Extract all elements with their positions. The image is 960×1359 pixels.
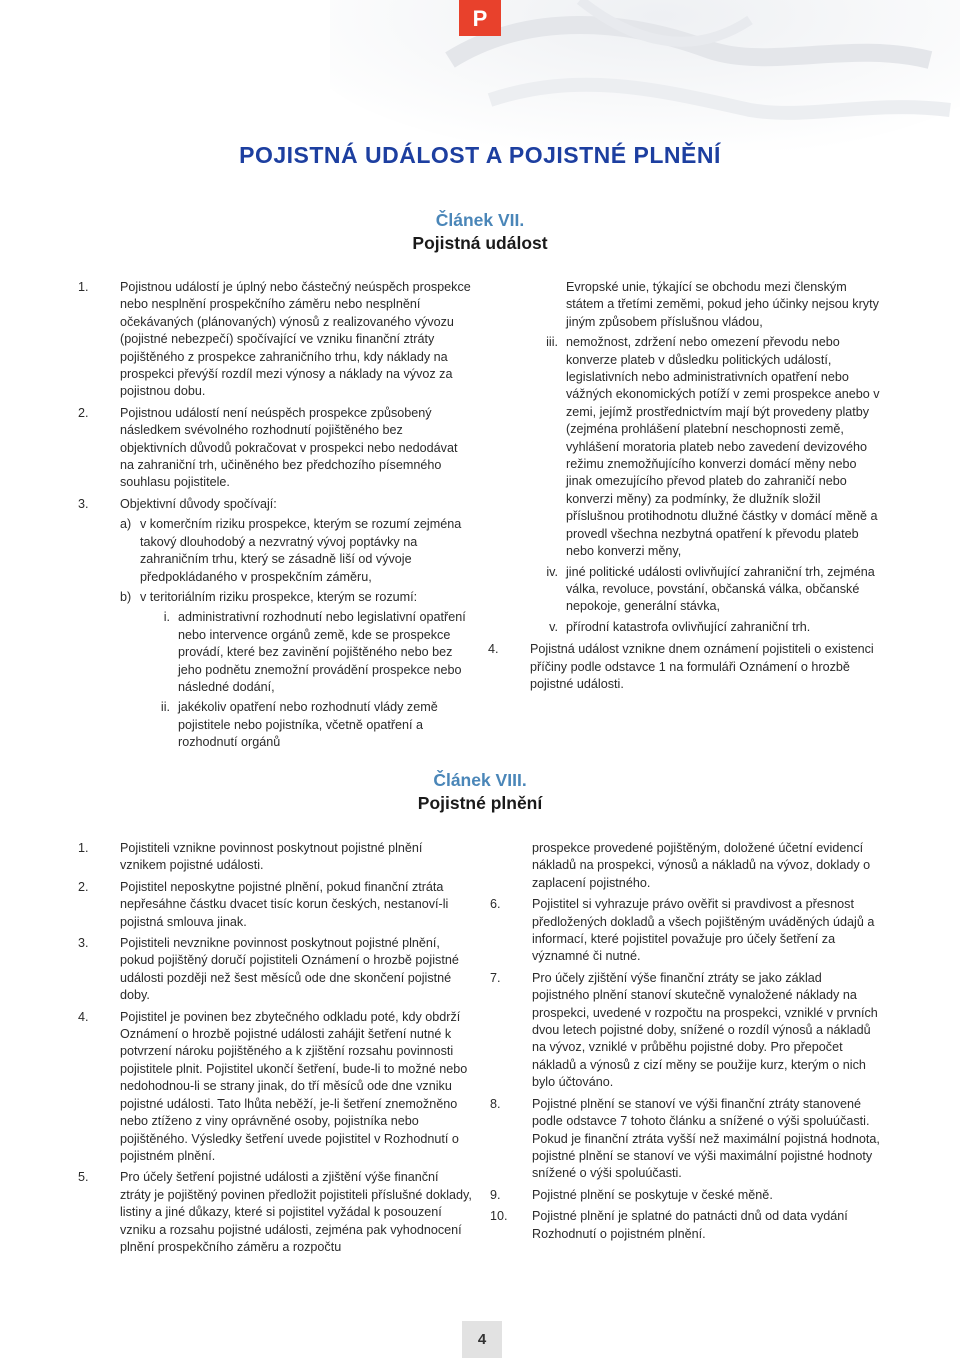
list-item: 4. Pojistitel je povinen bez zbytečného odkladu poté, kdy obdrží Oznámení o hrozbě pojistné události zahájit šetření nutné k potvrzení nároku pojištěného a k zjištění rozsahu povinnosti pojistitele plnit. Pojistitel ukončí šetření, bude-li to možné nebo nedohodnou-li se strany jinak, do tří měsíců ode dne vzniku pojistné události. Tato lhůta neběží, je-li šetření znemožněno nebo ztíženo z viny oprávněné osoby, pojistníka nebo pojištěného. Výsledky šetření uvede pojistitel v Rozhodnutí o pojistném plnění. xyxy=(78,1009,468,1163)
roman-item: v. přírodní katastrofa ovlivňující zahraniční trh. xyxy=(549,619,811,634)
page-number: 4 xyxy=(462,1321,502,1358)
sub-item: a) v komerčním riziku prospekce, kterým se rozumí zejména takový dlouhodobý a nezvratný vývoj poptávky na zahraničním trhu, který se zásadně liší od vývoje předpokládaného v prospekčním záměru, xyxy=(120,517,462,584)
roman-item: ii. jakékoliv opatření nebo rozhodnutí vlády země pojistitele nebo pojistníka, včetně opatření a rozhodnutí orgánů xyxy=(160,700,438,750)
article7-number: Článek VII. xyxy=(435,210,525,230)
article7-right-column xyxy=(488,279,882,697)
list-item: 7. Pro účely zjištění výše finanční ztráty se jako základ pojistného plnění stanoví skutečně vynaložené náklady na prospekci, uvedené v rozpočtu na prospekci, vzniklé v prvních dvou letech pojistné doby, snížené o rozdíl výnosů a nákladů na vývoz, vzniklé v průběhu pojistné doby. Pro přepočet nákladů a výnosů z cizí měny se použije kurz, kterým o nich bylo účtováno. xyxy=(490,970,878,1090)
list-item: 1. Pojistiteli vznikne povinnost poskytnout pojistné plnění vznikem pojistné události. xyxy=(78,841,423,873)
article8-name: Pojistné plnění xyxy=(417,793,543,813)
list-item: 2. Pojistnou událostí není neúspěch prospekce způsobený následkem svévolného rozhodnutí pojištěného bez objektivních důvodů pokračovat v prospekci nebo nedodávat na zahraniční trh, učiněného bez předchozího písemného souhlasu pojistitele. xyxy=(78,405,458,490)
article8-left-column xyxy=(78,840,472,1260)
brand-logo: P xyxy=(459,0,501,36)
list-item: 1. Pojistnou událostí je úplný nebo částečný neúspěch prospekce nebo nesplnění prospekčního záměru nebo nesplnění očekávaných (plánovaných) výnosů z realizovaného vývozu (pojistné nebezpečí) spočívající ve vzniku finanční ztráty pojištěného z prospekce zahraničního trhu, kdy náklady na prospekci převýší rozdíl mezi výnosy a náklady na vývoz za pojistnou dobu. xyxy=(78,280,471,399)
roman-item: Evropské unie, týkající se obchodu mezi členským státem a třetími zeměmi, pokud jeho účinky nejsou kryty jiným způsobem příslušnou vládou, xyxy=(566,280,879,329)
roman-item: i. administrativní rozhodnutí nebo legislativní opatření nebo intervence orgánů země, kde se prospekce provádí, které bez zavinění pojištěného nebo bez jeho podnětu znemožní provádění prospekce nebo následné dodání, xyxy=(163,610,466,694)
page-title: POJISTNÁ UDÁLOST A POJISTNÉ PLNĚNÍ xyxy=(239,142,721,168)
list-item: 2. Pojistitel neposkytne pojistné plnění, pokud finanční ztráta nepřesáhne částku dvacet tisíc korun českých, nestanoví-li pojistná smlouva jinak. xyxy=(78,879,449,929)
list-item: 3. Objektivní důvody spočívají: a) v komerčním riziku prospekce, kterým se rozumí zejména takový dlouhodobý a nezvratný vývoj poptávky na zahraničním trhu, který se zásadně liší od vývoje předpokládaného v prospekčním záměru, b) v teritoriálním riziku prospekce, kterým se rozumí: i. administrativní rozhodnutí nebo legislativní opatření nebo intervence orgánů země, kde se prospekce provádí, které bez zavinění pojištěného nebo bez jeho podnětu znemožní provádění prospekce nebo následné dodání, ii. jakékoliv opatření nebo rozhodnutí vlády země pojistitele nebo pojistníka, včetně opatření a rozhodnutí orgánů xyxy=(78,496,472,752)
roman-item: iii. nemožnost, zdržení nebo omezení převodu nebo konverze plateb v důsledku politických událostí, legislativních nebo administrativních opatření nebo vážných ekonomických potíží v zemi prospekce anebo v zemi, jejímž prostřednictvím mají být provedeny platby (zejména prohlášení platební neschopnosti země, vyhlášení moratoria plateb nebo zavedení devizového režimu znemožňujícího konverzi domácí měny nebo jinak omezujícího převod plateb do zahraničí nebo konverzi měny) za podmínky, že dlužník složil příslušnou protihodnotu dlužné částky v domácí měně a provedl všechna nezbytná opatření k převodu plateb nebo konverzi měny, xyxy=(546,335,880,559)
sub-item: b) v teritoriálním riziku prospekce, kterým se rozumí: i. administrativní rozhodnutí nebo legislativní opatření nebo intervence orgánů země, kde se prospekce provádí, které bez zavinění pojištěného nebo bez jeho podnětu znemožní provádění prospekce nebo následné dodání, ii. jakékoliv opatření nebo rozhodnutí vlády země pojistitele nebo pojistníka, včetně opatření a rozhodnutí orgánů xyxy=(120,589,472,752)
article8-heading xyxy=(0,769,960,815)
list-item: prospekce provedené pojištěným, doložené účetní evidencí nákladů na prospekci, výnosů a nákladů na vývoz, doklady o zaplacení pojistného. xyxy=(532,841,871,890)
list-item: 3. Pojistiteli nevznikne povinnost poskytnout pojistné plnění, pokud pojištěný doručí pojistiteli Oznámení o hrozbě pojistné události později než šest měsíců ode dne skončení pojistné doby. xyxy=(78,936,459,1003)
globe-watermark xyxy=(330,0,960,150)
list-item: 9. Pojistné plnění se poskytuje v české měně. xyxy=(490,1187,773,1202)
list-item: 8. Pojistné plnění se stanoví ve výši finanční ztráty stanovené podle odstavce 7 tohoto článku a snížené o výši spoluúčasti. Pokud je finanční ztráta vyšší než maximální pojistná hodnota, pojistné plnění se stanoví ve výši maximální pojistné hodnoty snížené o výši spoluúčasti. xyxy=(490,1096,880,1181)
article7-left-column xyxy=(78,279,472,756)
article7-name: Pojistná událost xyxy=(412,233,548,253)
list-item: 4. Pojistná událost vznikne dnem oznámení pojistiteli o existenci příčiny podle odstavce 1 na formuláři Oznámení o hrozbě pojistné události. xyxy=(488,642,874,691)
list-item: 5. Pro účely šetření pojistné události a zjištění výše finanční ztráty je pojištěný povinen předložit pojistiteli příslušné doklady, listiny a jiné důkazy, které si pojistitel vyžádal k posouzení vzniku a rozsahu pojistné události, zejména pak vyhodnocení plnění prospekčního záměru a rozpočtu xyxy=(78,1170,472,1254)
article7-heading xyxy=(0,209,960,255)
article8-number: Článek VIII. xyxy=(433,770,527,790)
roman-item: iv. jiné politické události ovlivňující zahraniční trh, zejména válka, revoluce, povstání, občanská válka, občanské nepokoje, generální stávka, xyxy=(546,564,875,614)
list-item: 10. Pojistné plnění je splatné do patnácti dnů od data vydání Rozhodnutí o pojistném plnění. xyxy=(490,1209,848,1241)
list-item: 6. Pojistitel si vyhrazuje právo ověřit si pravdivost a přesnost předložených dokladů a všech pojištěným uváděných údajů a informací, které pojistitel považuje pro účely šetření za významné či nutné. xyxy=(490,897,875,964)
article8-right-column xyxy=(490,840,882,1247)
